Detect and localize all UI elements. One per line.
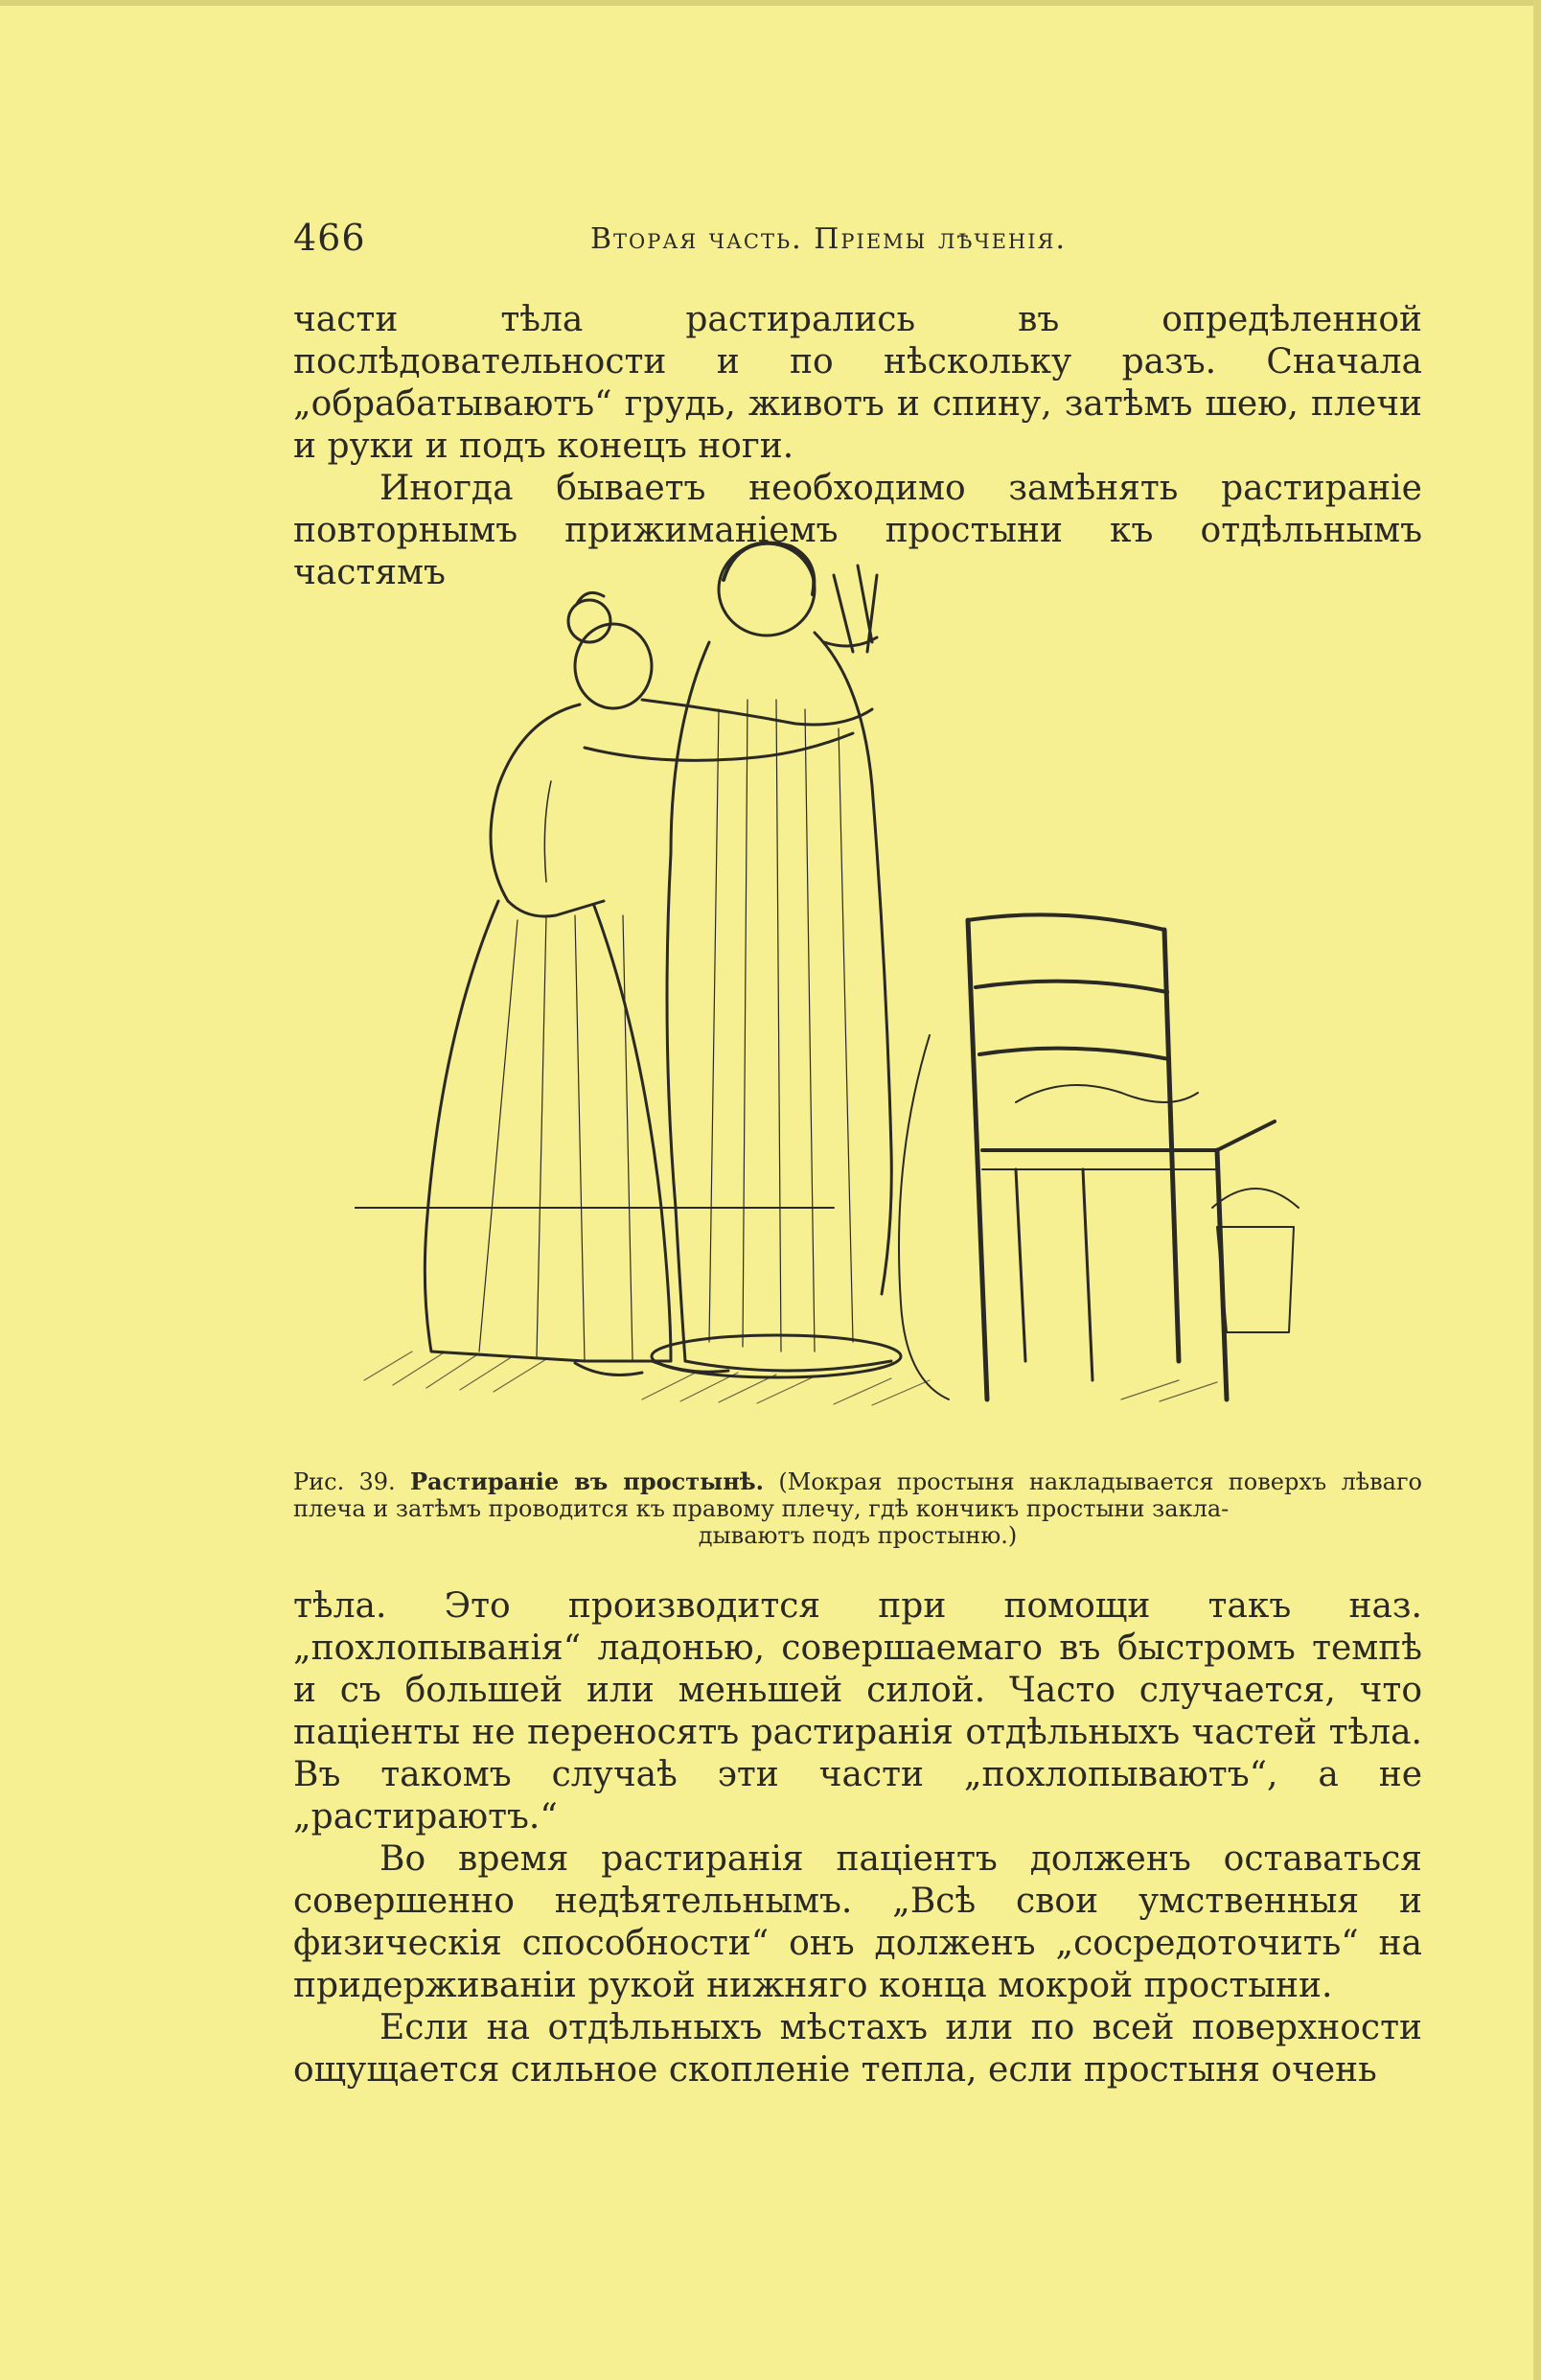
caption-last-line: дываютъ подъ простыню.)	[698, 1522, 1018, 1549]
page-edge-top	[0, 0, 1541, 6]
paragraph: Во время растиранія паціентъ долженъ оставаться совершенно недѣятельнымъ. „Всѣ свои умственныя и физическія способности“ онъ долженъ „сосредоточить“ на придерживаніи рукой нижняго конца мокрой простыни.	[293, 1839, 1422, 2005]
page-header	[293, 217, 1422, 261]
engraving-massage-illustration	[355, 537, 1361, 1447]
caption-title: Растираніе въ простынѣ.	[410, 1467, 765, 1495]
paragraph: Иногда бываетъ необходимо замѣнять растираніе повторнымъ прижиманіемъ простыни къ отдѣльнымъ частямъ	[293, 469, 1422, 592]
figure-illustration	[355, 537, 1361, 1447]
figure-caption	[293, 1468, 1422, 1549]
paragraph: части тѣла растирались въ опредѣленной послѣдовательности и по нѣскольку разъ. Сначала „обрабатываютъ“ грудь, животъ и спину, затѣмъ шею, плечи и руки и подъ конецъ ноги.	[293, 300, 1422, 466]
running-head: Вторая часть. Пріемы лѣченія.	[590, 222, 1068, 256]
page-edge-right	[1533, 0, 1541, 2380]
page-number: 466	[293, 217, 366, 259]
paragraph: Если на отдѣльныхъ мѣстахъ или по всей поверхности ощущается сильное скопленіе тепла, если простыня очень	[293, 2008, 1422, 2090]
text-block-bottom	[293, 1585, 1422, 2091]
caption-number: Рис. 39.	[293, 1468, 396, 1495]
caption-text: (Мокрая простыня накладывается поверхъ лѣваго плеча и затѣмъ проводится къ правому плечу, гдѣ кончикъ простыни закла-	[293, 1468, 1423, 1522]
paragraph: тѣла. Это производится при помощи такъ наз. „похлопыванія“ ладонью, совершаемаго въ быстромъ темпѣ и съ большей или меньшей силой. Часто случается, что паціенты не переносятъ растиранія отдѣльныхъ частей тѣла. Въ такомъ случаѣ эти части „похлопываютъ“, а не „растираютъ.“	[293, 1586, 1422, 1837]
